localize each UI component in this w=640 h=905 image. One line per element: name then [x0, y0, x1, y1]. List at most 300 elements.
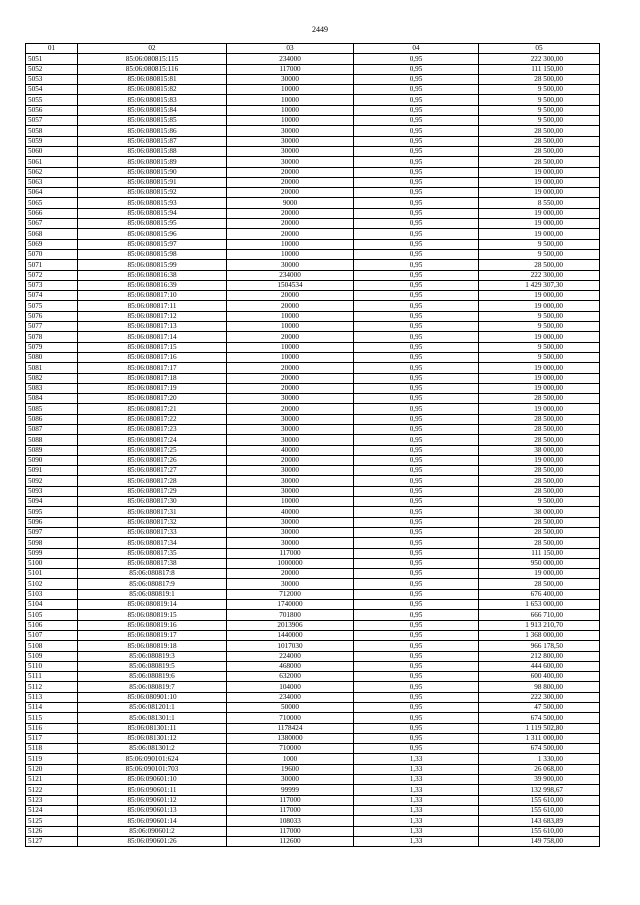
cadastral-number-cell: 85:06:081301:11 — [78, 723, 227, 733]
cadastral-number-cell: 85:06:080819:17 — [78, 630, 227, 640]
row-number-cell: 5101 — [26, 569, 78, 579]
value-cell: 132 998,67 — [479, 785, 600, 795]
area-cell: 40000 — [227, 507, 354, 517]
table-row — [26, 280, 600, 290]
row-number-cell: 5098 — [26, 538, 78, 548]
cadastral-number-cell: 85:06:090101:703 — [78, 764, 227, 774]
column-header: 01 — [26, 44, 78, 54]
row-number-cell: 5068 — [26, 229, 78, 239]
area-cell: 117000 — [227, 795, 354, 805]
cadastral-number-cell: 85:06:081201:1 — [78, 703, 227, 713]
value-cell: 19 000,00 — [479, 208, 600, 218]
rate-cell: 1,33 — [354, 785, 479, 795]
area-cell: 10000 — [227, 342, 354, 352]
cadastral-number-cell: 85:06:090601:10 — [78, 775, 227, 785]
cadastral-number-cell: 85:06:080817:21 — [78, 404, 227, 414]
row-number-cell: 5064 — [26, 188, 78, 198]
rate-cell: 0,95 — [354, 167, 479, 177]
row-number-cell: 5078 — [26, 332, 78, 342]
table-row — [26, 713, 600, 723]
table-row — [26, 435, 600, 445]
table-row — [26, 682, 600, 692]
area-cell: 20000 — [227, 208, 354, 218]
row-number-cell: 5116 — [26, 723, 78, 733]
area-cell: 10000 — [227, 311, 354, 321]
row-number-cell: 5084 — [26, 394, 78, 404]
area-cell: 30000 — [227, 424, 354, 434]
cadastral-number-cell: 85:06:080817:16 — [78, 352, 227, 362]
row-number-cell: 5114 — [26, 703, 78, 713]
row-number-cell: 5057 — [26, 116, 78, 126]
table-row — [26, 414, 600, 424]
cadastral-number-cell: 85:06:090601:11 — [78, 785, 227, 795]
table-row — [26, 311, 600, 321]
value-cell: 111 150,00 — [479, 548, 600, 558]
rate-cell: 0,95 — [354, 116, 479, 126]
row-number-cell: 5121 — [26, 775, 78, 785]
area-cell: 10000 — [227, 85, 354, 95]
row-number-cell: 5082 — [26, 373, 78, 383]
value-cell: 28 500,00 — [479, 157, 600, 167]
cadastral-number-cell: 85:06:080817:30 — [78, 497, 227, 507]
table-row — [26, 239, 600, 249]
cadastral-number-cell: 85:06:080815:96 — [78, 229, 227, 239]
row-number-cell: 5118 — [26, 744, 78, 754]
table-row — [26, 116, 600, 126]
value-cell: 98 800,00 — [479, 682, 600, 692]
value-cell: 1 913 210,70 — [479, 620, 600, 630]
value-cell: 28 500,00 — [479, 394, 600, 404]
rate-cell: 0,95 — [354, 733, 479, 743]
rate-cell: 0,95 — [354, 239, 479, 249]
value-cell: 28 500,00 — [479, 538, 600, 548]
table-row — [26, 630, 600, 640]
table-row — [26, 785, 600, 795]
value-cell: 9 500,00 — [479, 342, 600, 352]
value-cell: 950 000,00 — [479, 558, 600, 568]
rate-cell: 0,95 — [354, 672, 479, 682]
cadastral-number-cell: 85:06:080815:115 — [78, 54, 227, 64]
cadastral-number-cell: 85:06:090601:2 — [78, 826, 227, 836]
cadastral-number-cell: 85:06:080815:89 — [78, 157, 227, 167]
row-number-cell: 5074 — [26, 291, 78, 301]
cadastral-number-cell: 85:06:080817:34 — [78, 538, 227, 548]
rate-cell: 0,95 — [354, 435, 479, 445]
area-cell: 117000 — [227, 548, 354, 558]
value-cell: 1 330,00 — [479, 754, 600, 764]
row-number-cell: 5090 — [26, 455, 78, 465]
value-cell: 9 500,00 — [479, 239, 600, 249]
cadastral-number-cell: 85:06:080815:95 — [78, 219, 227, 229]
table-row — [26, 548, 600, 558]
row-number-cell: 5066 — [26, 208, 78, 218]
value-cell: 212 800,00 — [479, 651, 600, 661]
row-number-cell: 5104 — [26, 600, 78, 610]
row-number-cell: 5126 — [26, 826, 78, 836]
area-cell: 1017030 — [227, 641, 354, 651]
row-number-cell: 5092 — [26, 476, 78, 486]
table-row — [26, 424, 600, 434]
cadastral-number-cell: 85:06:080819:16 — [78, 620, 227, 630]
table-row — [26, 301, 600, 311]
value-cell: 19 000,00 — [479, 291, 600, 301]
table-row — [26, 486, 600, 496]
table-row — [26, 805, 600, 815]
cadastral-number-cell: 85:06:081301:12 — [78, 733, 227, 743]
rate-cell: 0,95 — [354, 713, 479, 723]
cadastral-number-cell: 85:06:080817:8 — [78, 569, 227, 579]
table-row — [26, 95, 600, 105]
column-header: 05 — [479, 44, 600, 54]
rate-cell: 0,95 — [354, 610, 479, 620]
rate-cell: 0,95 — [354, 188, 479, 198]
table-row — [26, 661, 600, 671]
rate-cell: 1,33 — [354, 764, 479, 774]
area-cell: 30000 — [227, 517, 354, 527]
rate-cell: 0,95 — [354, 548, 479, 558]
cadastral-number-cell: 85:06:080816:39 — [78, 280, 227, 290]
area-cell: 20000 — [227, 219, 354, 229]
area-cell: 234000 — [227, 270, 354, 280]
rate-cell: 0,95 — [354, 538, 479, 548]
row-number-cell: 5127 — [26, 836, 78, 846]
table-row — [26, 733, 600, 743]
table-row — [26, 816, 600, 826]
area-cell: 20000 — [227, 188, 354, 198]
cadastral-number-cell: 85:06:080817:33 — [78, 527, 227, 537]
value-cell: 155 610,00 — [479, 805, 600, 815]
row-number-cell: 5075 — [26, 301, 78, 311]
rate-cell: 0,95 — [354, 641, 479, 651]
area-cell: 20000 — [227, 569, 354, 579]
area-cell: 1000000 — [227, 558, 354, 568]
rate-cell: 0,95 — [354, 507, 479, 517]
row-number-cell: 5119 — [26, 754, 78, 764]
rate-cell: 1,33 — [354, 754, 479, 764]
area-cell: 1380000 — [227, 733, 354, 743]
rate-cell: 0,95 — [354, 105, 479, 115]
value-cell: 19 000,00 — [479, 188, 600, 198]
rate-cell: 0,95 — [354, 630, 479, 640]
value-cell: 1 368 000,00 — [479, 630, 600, 640]
table-row — [26, 394, 600, 404]
area-cell: 20000 — [227, 332, 354, 342]
cadastral-number-cell: 85:06:080817:15 — [78, 342, 227, 352]
cadastral-number-cell: 85:06:080815:99 — [78, 260, 227, 270]
cadastral-number-cell: 85:06:080819:15 — [78, 610, 227, 620]
table-body — [26, 54, 600, 847]
cadastral-number-cell: 85:06:080817:20 — [78, 394, 227, 404]
rate-cell: 0,95 — [354, 497, 479, 507]
row-number-cell: 5108 — [26, 641, 78, 651]
row-number-cell: 5123 — [26, 795, 78, 805]
area-cell: 117000 — [227, 64, 354, 74]
row-number-cell: 5088 — [26, 435, 78, 445]
rate-cell: 0,95 — [354, 301, 479, 311]
area-cell: 30000 — [227, 157, 354, 167]
row-number-cell: 5099 — [26, 548, 78, 558]
value-cell: 19 000,00 — [479, 373, 600, 383]
value-cell: 38 000,00 — [479, 445, 600, 455]
row-number-cell: 5097 — [26, 527, 78, 537]
rate-cell: 0,95 — [354, 332, 479, 342]
column-header: 03 — [227, 44, 354, 54]
cadastral-number-cell: 85:06:080819:7 — [78, 682, 227, 692]
area-cell: 30000 — [227, 414, 354, 424]
value-cell: 9 500,00 — [479, 105, 600, 115]
table-row — [26, 569, 600, 579]
table-row — [26, 558, 600, 568]
rate-cell: 1,33 — [354, 816, 479, 826]
rate-cell: 0,95 — [354, 95, 479, 105]
cadastral-number-cell: 85:06:080815:116 — [78, 64, 227, 74]
row-number-cell: 5096 — [26, 517, 78, 527]
table-row — [26, 373, 600, 383]
rate-cell: 0,95 — [354, 445, 479, 455]
value-cell: 26 068,00 — [479, 764, 600, 774]
table-row — [26, 600, 600, 610]
table-row — [26, 775, 600, 785]
area-cell: 20000 — [227, 404, 354, 414]
rate-cell: 0,95 — [354, 322, 479, 332]
area-cell: 20000 — [227, 373, 354, 383]
cadastral-number-cell: 85:06:080815:90 — [78, 167, 227, 177]
value-cell: 19 000,00 — [479, 229, 600, 239]
table-row — [26, 136, 600, 146]
rate-cell: 0,95 — [354, 311, 479, 321]
value-cell: 600 400,00 — [479, 672, 600, 682]
value-cell: 28 500,00 — [479, 74, 600, 84]
value-cell: 19 000,00 — [479, 301, 600, 311]
value-cell: 19 000,00 — [479, 404, 600, 414]
value-cell: 19 000,00 — [479, 455, 600, 465]
row-number-cell: 5085 — [26, 404, 78, 414]
rate-cell: 0,95 — [354, 136, 479, 146]
rate-cell: 0,95 — [354, 373, 479, 383]
row-number-cell: 5073 — [26, 280, 78, 290]
rate-cell: 0,95 — [354, 208, 479, 218]
cadastral-number-cell: 85:06:090601:12 — [78, 795, 227, 805]
area-cell: 20000 — [227, 301, 354, 311]
cadastral-number-cell: 85:06:080817:23 — [78, 424, 227, 434]
area-cell: 30000 — [227, 538, 354, 548]
area-cell: 10000 — [227, 322, 354, 332]
row-number-cell: 5054 — [26, 85, 78, 95]
row-number-cell: 5080 — [26, 352, 78, 362]
rate-cell: 0,95 — [354, 744, 479, 754]
table-row — [26, 610, 600, 620]
row-number-cell: 5059 — [26, 136, 78, 146]
area-cell: 20000 — [227, 177, 354, 187]
table-header-row — [26, 44, 600, 54]
value-cell: 966 178,50 — [479, 641, 600, 651]
rate-cell: 0,95 — [354, 558, 479, 568]
value-cell: 1 653 000,00 — [479, 600, 600, 610]
value-cell: 19 000,00 — [479, 332, 600, 342]
rate-cell: 0,95 — [354, 569, 479, 579]
cadastral-number-cell: 85:06:080815:93 — [78, 198, 227, 208]
area-cell: 712000 — [227, 589, 354, 599]
value-cell: 28 500,00 — [479, 126, 600, 136]
value-cell: 9 500,00 — [479, 249, 600, 259]
cadastral-number-cell: 85:06:080817:24 — [78, 435, 227, 445]
row-number-cell: 5093 — [26, 486, 78, 496]
area-cell: 710000 — [227, 744, 354, 754]
table-row — [26, 270, 600, 280]
table-row — [26, 167, 600, 177]
cadastral-number-cell: 85:06:090601:14 — [78, 816, 227, 826]
cadastral-number-cell: 85:06:080819:3 — [78, 651, 227, 661]
rate-cell: 0,95 — [354, 424, 479, 434]
rate-cell: 0,95 — [354, 260, 479, 270]
value-cell: 39 900,00 — [479, 775, 600, 785]
area-cell: 112600 — [227, 836, 354, 846]
cadastral-number-cell: 85:06:080819:5 — [78, 661, 227, 671]
table-row — [26, 651, 600, 661]
table-row — [26, 703, 600, 713]
value-cell: 222 300,00 — [479, 692, 600, 702]
rate-cell: 0,95 — [354, 589, 479, 599]
rate-cell: 0,95 — [354, 270, 479, 280]
cadastral-number-cell: 85:06:080819:1 — [78, 589, 227, 599]
row-number-cell: 5113 — [26, 692, 78, 702]
cadastral-number-cell: 85:06:080815:97 — [78, 239, 227, 249]
table-row — [26, 507, 600, 517]
row-number-cell: 5094 — [26, 497, 78, 507]
value-cell: 9 500,00 — [479, 116, 600, 126]
value-cell: 1 311 000,00 — [479, 733, 600, 743]
rate-cell: 0,95 — [354, 85, 479, 95]
rate-cell: 1,33 — [354, 836, 479, 846]
cadastral-number-cell: 85:06:080815:81 — [78, 74, 227, 84]
rate-cell: 0,95 — [354, 249, 479, 259]
row-number-cell: 5124 — [26, 805, 78, 815]
area-cell: 30000 — [227, 486, 354, 496]
area-cell: 20000 — [227, 229, 354, 239]
table-row — [26, 589, 600, 599]
value-cell: 28 500,00 — [479, 466, 600, 476]
table-row — [26, 177, 600, 187]
area-cell: 30000 — [227, 394, 354, 404]
value-cell: 674 500,00 — [479, 744, 600, 754]
table-row — [26, 692, 600, 702]
value-cell: 28 500,00 — [479, 527, 600, 537]
cadastral-number-cell: 85:06:080815:84 — [78, 105, 227, 115]
rate-cell: 0,95 — [354, 280, 479, 290]
row-number-cell: 5058 — [26, 126, 78, 136]
rate-cell: 0,95 — [354, 600, 479, 610]
table-row — [26, 723, 600, 733]
cadastral-number-cell: 85:06:081301:1 — [78, 713, 227, 723]
page-number: 2449 — [312, 25, 328, 34]
cadastral-number-cell: 85:06:080817:22 — [78, 414, 227, 424]
rate-cell: 0,95 — [354, 620, 479, 630]
cadastral-number-cell: 85:06:080817:10 — [78, 291, 227, 301]
cadastral-number-cell: 85:06:090601:26 — [78, 836, 227, 846]
cadastral-number-cell: 85:06:080819:14 — [78, 600, 227, 610]
cadastral-number-cell: 85:06:080815:87 — [78, 136, 227, 146]
area-cell: 10000 — [227, 239, 354, 249]
area-cell: 1178424 — [227, 723, 354, 733]
value-cell: 19 000,00 — [479, 219, 600, 229]
area-cell: 10000 — [227, 95, 354, 105]
rate-cell: 0,95 — [354, 723, 479, 733]
rate-cell: 0,95 — [354, 703, 479, 713]
value-cell: 155 610,00 — [479, 795, 600, 805]
rate-cell: 0,95 — [354, 455, 479, 465]
row-number-cell: 5053 — [26, 74, 78, 84]
table-row — [26, 208, 600, 218]
table-row — [26, 249, 600, 259]
value-cell: 28 500,00 — [479, 424, 600, 434]
cadastral-number-cell: 85:06:080819:18 — [78, 641, 227, 651]
cadastral-number-cell: 85:06:080817:12 — [78, 311, 227, 321]
table-row — [26, 74, 600, 84]
area-cell: 20000 — [227, 363, 354, 373]
rate-cell: 0,95 — [354, 177, 479, 187]
rate-cell: 0,95 — [354, 342, 479, 352]
row-number-cell: 5081 — [26, 363, 78, 373]
cadastral-number-cell: 85:06:080817:27 — [78, 466, 227, 476]
table-row — [26, 260, 600, 270]
value-cell: 19 000,00 — [479, 363, 600, 373]
cadastral-number-cell: 85:06:080815:85 — [78, 116, 227, 126]
row-number-cell: 5111 — [26, 672, 78, 682]
table-row — [26, 322, 600, 332]
area-cell: 30000 — [227, 527, 354, 537]
cadastral-number-cell: 85:06:080817:18 — [78, 373, 227, 383]
row-number-cell: 5062 — [26, 167, 78, 177]
table-row — [26, 188, 600, 198]
rate-cell: 0,95 — [354, 414, 479, 424]
table-row — [26, 538, 600, 548]
area-cell: 710000 — [227, 713, 354, 723]
area-cell: 468000 — [227, 661, 354, 671]
rate-cell: 0,95 — [354, 352, 479, 362]
value-cell: 676 400,00 — [479, 589, 600, 599]
rate-cell: 0,95 — [354, 394, 479, 404]
table-row — [26, 342, 600, 352]
area-cell: 30000 — [227, 74, 354, 84]
cadastral-number-cell: 85:06:080815:82 — [78, 85, 227, 95]
row-number-cell: 5125 — [26, 816, 78, 826]
value-cell: 28 500,00 — [479, 517, 600, 527]
rate-cell: 0,95 — [354, 383, 479, 393]
cadastral-number-cell: 85:06:080817:38 — [78, 558, 227, 568]
area-cell: 10000 — [227, 352, 354, 362]
value-cell: 111 150,00 — [479, 64, 600, 74]
row-number-cell: 5107 — [26, 630, 78, 640]
area-cell: 10000 — [227, 249, 354, 259]
table-row — [26, 383, 600, 393]
table-row — [26, 527, 600, 537]
row-number-cell: 5083 — [26, 383, 78, 393]
table-row — [26, 764, 600, 774]
value-cell: 9 500,00 — [479, 497, 600, 507]
rate-cell: 0,95 — [354, 692, 479, 702]
value-cell: 19 000,00 — [479, 383, 600, 393]
row-number-cell: 5055 — [26, 95, 78, 105]
rate-cell: 0,95 — [354, 198, 479, 208]
value-cell: 222 300,00 — [479, 54, 600, 64]
cadastral-number-cell: 85:06:080817:32 — [78, 517, 227, 527]
cadastral-value-table — [25, 43, 600, 847]
table-row — [26, 198, 600, 208]
area-cell: 30000 — [227, 435, 354, 445]
row-number-cell: 5103 — [26, 589, 78, 599]
cadastral-number-cell: 85:06:080815:83 — [78, 95, 227, 105]
area-cell: 108033 — [227, 816, 354, 826]
